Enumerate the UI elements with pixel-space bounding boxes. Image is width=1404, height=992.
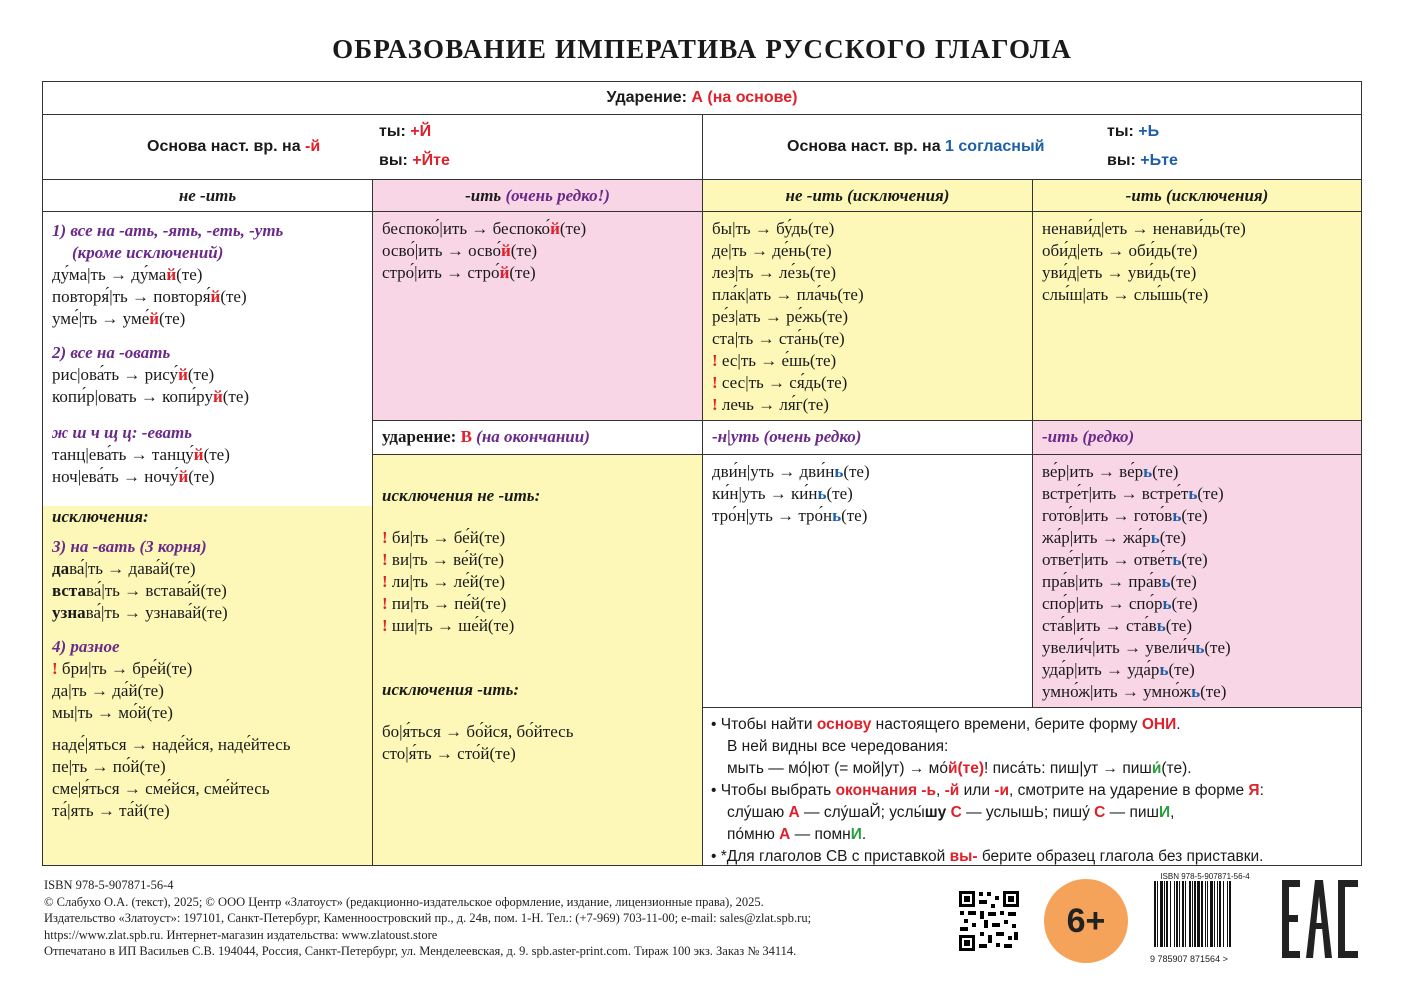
verb-stem: ду́ма|ть → ду́ма <box>52 265 167 284</box>
list-item <box>52 286 367 308</box>
ending-highlight: й <box>210 287 221 306</box>
col1-s5-list <box>52 658 367 724</box>
barcode-bar <box>1192 881 1193 947</box>
col2-list <box>382 218 586 284</box>
ending-highlight: ь <box>1188 484 1198 503</box>
verb-stem: осво́|ить → осво́ <box>382 241 501 260</box>
verb-suffix: (те) <box>826 484 853 503</box>
barcode-bar <box>1157 881 1158 947</box>
col1-s1-sub: (кроме исключений) <box>72 243 224 262</box>
verb-form: та́|ять → та́й(те) <box>52 801 170 820</box>
col2-exc2-head: исключения -ить: <box>382 680 520 699</box>
verb-stem: уда́р|ить → уда́р <box>1042 660 1160 679</box>
page-title: ОБРАЗОВАНИЕ ИМПЕРАТИВА РУССКОГО ГЛАГОЛА <box>332 34 1072 64</box>
verb-suffix: (те) <box>841 506 868 525</box>
col1-s1-head: 1) все на -ать, -ять, -еть, -уть <box>52 221 284 240</box>
footer-line: ISBN 978-5-907871-56-4 <box>44 878 174 892</box>
verb-stem: дви́н|уть → дви́н <box>712 462 835 481</box>
barcode-bar <box>1229 881 1231 947</box>
verb-stem: умно́ж|ить → умно́ж <box>1042 682 1192 701</box>
ending-highlight: й <box>550 219 560 238</box>
verb-suffix: (те) <box>159 309 186 328</box>
col2-top <box>372 211 703 421</box>
note-7: • *Для глаголов СВ с приставкой вы- берите образец глагола без приставки. <box>711 848 1264 865</box>
left-ty-label: ты: <box>379 123 411 140</box>
note-1: • Чтобы найти основу настоящего времени, берите форму ОНИ. <box>711 716 1181 733</box>
barcode-bar <box>1207 881 1208 947</box>
list-item <box>52 680 367 702</box>
list-item <box>382 218 586 240</box>
barcode-bar <box>1217 881 1218 947</box>
barcode-bar <box>1182 881 1184 947</box>
list-item <box>1042 549 1231 571</box>
footer-line: https://www.zlat.spb.ru. Интернет-магазин издательства: www.zlatoust.store <box>44 927 438 942</box>
list-item <box>712 394 864 416</box>
exclamation-mark: ! <box>712 351 722 370</box>
ending-highlight: ь <box>1150 528 1160 547</box>
list-item <box>1042 240 1246 262</box>
ending-highlight: ь <box>1172 550 1182 569</box>
verb-suffix: (те) <box>1200 682 1227 701</box>
list-item <box>712 350 864 372</box>
ending-highlight: й <box>178 365 188 384</box>
col3-nut-list <box>712 461 870 527</box>
footer-line: Издательство «Златоуст»: 197101, Санкт-Петербург, Каменноостровский пр., д. 24в, пом. 1-Н. Тел.: (+7-969) 703-11-00; e-mail: sales@zlat.spb.ru; <box>44 911 812 925</box>
verb-form: ва́|ть → встава́й(те) <box>86 581 227 600</box>
verb-stem: увели́ч|ить → увели́ч <box>1042 638 1196 657</box>
right-vy-label: вы: <box>1107 152 1141 169</box>
barcode-number: 9 785907 871564 > <box>1150 954 1228 964</box>
verb-stem: повторя́|ть → повторя́ <box>52 287 211 306</box>
exclamation-mark: ! <box>382 550 392 569</box>
list-item <box>1042 571 1231 593</box>
exclamation-mark: ! <box>382 572 392 591</box>
right-vy-form: +Ьте <box>1140 152 1178 169</box>
left-group-header <box>42 114 703 180</box>
barcode-bar <box>1205 881 1206 947</box>
note-2: В ней видны все чередования: <box>727 738 949 755</box>
right-group-header <box>702 114 1362 180</box>
list-item <box>1042 284 1246 306</box>
list-item: лез|ть → ле́зь(те) <box>712 263 837 282</box>
verb-suffix: (те) <box>1168 660 1195 679</box>
verb-form: би|ть → бе́й(те) <box>391 528 506 547</box>
list-item <box>1042 659 1231 681</box>
barcode-bar <box>1164 881 1165 947</box>
list-item <box>382 593 697 615</box>
verb-stem: отве́т|ить → отве́т <box>1042 550 1173 569</box>
col1-exc-label: исключения: <box>52 507 149 526</box>
verb-suffix: (те) <box>1197 484 1224 503</box>
verb-stem: ста́в|ить → ста́в <box>1042 616 1157 635</box>
ending-highlight: й <box>499 263 510 282</box>
verb-stem: копи́р|овать → копи́ру <box>52 387 213 406</box>
list-item <box>1042 218 1246 240</box>
barcode-bar <box>1214 881 1215 947</box>
list-item: ста|ть → ста́нь(те) <box>712 329 845 348</box>
col3-top <box>702 211 1033 421</box>
stress-b-label: ударение: <box>382 427 461 446</box>
verb-suffix: (те) <box>1171 594 1198 613</box>
left-vy-label: вы: <box>379 152 413 169</box>
exclamation-mark: ! <box>52 659 62 678</box>
col3-header-text: не -ить (исключения) <box>785 185 950 205</box>
verb-stem: стро́|ить → стро́ <box>382 263 500 282</box>
barcode-bar <box>1210 881 1213 947</box>
left-group-ending: -й <box>305 138 321 155</box>
verb-form: да|ть → да́й(те) <box>52 681 164 700</box>
col1-s4-list <box>52 558 367 624</box>
notes-box <box>702 707 1362 866</box>
right-group-ending: 1 согласный <box>945 138 1045 155</box>
verb-stem: спо́р|ить → спо́р <box>1042 594 1163 613</box>
list-item <box>52 466 367 488</box>
ending-highlight: ь <box>1191 682 1201 701</box>
verb-suffix: (те) <box>1159 528 1187 547</box>
verb-form: ненави́д|еть → ненави́дь(те) <box>1042 219 1246 238</box>
verb-form: наде́|яться → наде́йся, наде́йтесь <box>52 735 291 754</box>
col2-header-text: -ить <box>465 185 502 205</box>
list-item <box>52 602 367 624</box>
list-item <box>52 264 367 286</box>
list-item <box>52 702 367 724</box>
right-ty-label: ты: <box>1107 123 1139 140</box>
list-item: ре́з|ать → ре́жь(те) <box>712 307 848 326</box>
stress-b-value-note: (на окончании) <box>471 427 590 446</box>
col1-s3-list <box>52 444 367 488</box>
stress-b-value-letter: В <box>460 427 472 446</box>
verb-form: ви|ть → ве́й(те) <box>391 550 504 569</box>
stress-a-label: Ударение: <box>606 89 687 106</box>
verb-root: да <box>52 559 70 578</box>
list-item <box>52 558 367 580</box>
note-5: слу́шаю А — слу́шаЙ; услы́шу С — услышЬ; пишу́ С — пишИ, <box>727 804 1175 821</box>
list-item <box>382 721 697 743</box>
verb-suffix: (те) <box>1152 462 1179 481</box>
verb-suffix: (те) <box>843 462 870 481</box>
barcode-bar <box>1185 881 1186 947</box>
verb-suffix: (те) <box>1170 572 1197 591</box>
ending-highlight: ь <box>832 506 842 525</box>
list-item <box>382 549 697 571</box>
list-item <box>712 483 870 505</box>
exclamation-mark: ! <box>712 395 722 414</box>
ending-highlight: й <box>500 241 511 260</box>
verb-suffix: (те) <box>1181 506 1208 525</box>
verb-form: ес|ть → е́шь(те) <box>721 351 837 370</box>
verb-form: лечь → ля́г(те) <box>721 395 829 414</box>
list-item <box>382 571 697 593</box>
verb-form: сме|я́ться → сме́йся, сме́йтесь <box>52 779 270 798</box>
col2-header <box>372 179 703 212</box>
list-item <box>382 527 697 549</box>
list-item <box>52 386 367 408</box>
ending-highlight: ь <box>1195 638 1205 657</box>
verb-stem: встре́т|ить → встре́т <box>1042 484 1189 503</box>
verb-stem: гото́в|ить → гото́в <box>1042 506 1173 525</box>
list-item <box>52 800 367 822</box>
verb-root: вста <box>52 581 86 600</box>
verb-form: сто|я́ть → сто́й(те) <box>382 744 516 763</box>
barcode <box>1150 872 1260 964</box>
col2-exc1-head: исключения не -ить: <box>382 486 541 505</box>
ending-highlight: ь <box>1143 462 1153 481</box>
verb-stem: пра́в|ить → пра́в <box>1042 572 1162 591</box>
barcode-bar <box>1223 881 1224 947</box>
list-item <box>52 444 367 466</box>
verb-suffix: (те) <box>510 241 538 260</box>
list-item <box>1042 483 1231 505</box>
barcode-bar <box>1166 881 1168 947</box>
col1-s3-head: ж ш ч щ ц: -евать <box>52 423 192 442</box>
note-4: • Чтобы выбрать окончания -ь, -й или -и, смотрите на ударение в форме Я: <box>711 782 1264 799</box>
ending-highlight: ь <box>1172 506 1182 525</box>
eac-mark <box>1280 878 1360 960</box>
verb-suffix: (те) <box>222 387 250 406</box>
ending-highlight: ь <box>1156 616 1166 635</box>
exclamation-mark: ! <box>382 594 392 613</box>
col1-header-text: не -ить <box>178 185 237 205</box>
verb-suffix: (те) <box>1204 638 1231 657</box>
verb-form: сес|ть → ся́дь(те) <box>721 373 848 392</box>
ending-highlight: й <box>149 309 160 328</box>
verb-stem: ноч|ева́ть → ночу́ <box>52 467 179 486</box>
col1-s6-list <box>52 734 367 822</box>
barcode-bar <box>1219 881 1221 947</box>
list-item <box>382 743 697 765</box>
col3-bottom <box>702 454 1033 708</box>
verb-stem: беспоко́|ить → беспоко́ <box>382 219 551 238</box>
exclamation-mark: ! <box>712 373 722 392</box>
list-item <box>382 615 697 637</box>
verb-form: ва́|ть → дава́й(те) <box>69 559 196 578</box>
col3-header <box>702 179 1033 212</box>
ending-highlight: ь <box>1159 660 1169 679</box>
col2-exc2-list <box>382 721 697 765</box>
col4-list <box>1042 218 1246 306</box>
verb-form: слы́ш|ать → слы́шь(те) <box>1042 285 1209 304</box>
barcode-bar <box>1197 881 1200 947</box>
col1-s5-head: 4) разное <box>52 637 120 656</box>
list-item <box>52 658 367 680</box>
barcode-bar <box>1154 881 1156 947</box>
list-item: бы|ть → бу́дь(те) <box>712 219 835 238</box>
list-item <box>1042 461 1231 483</box>
ending-highlight: ь <box>1162 594 1172 613</box>
note-3: мыть — мо́|ют (= мой|ут) → мо́й(те)! писа́ть: пиш|ут → пиши́(те). <box>727 760 1192 777</box>
verb-suffix: (те) <box>1181 550 1208 569</box>
verb-root: узна <box>52 603 86 622</box>
barcode-bar <box>1179 881 1180 947</box>
col1-body <box>42 211 373 866</box>
verb-suffix: (те) <box>176 265 203 284</box>
verb-form: оби́д|еть → оби́дь(те) <box>1042 241 1198 260</box>
verb-suffix: (те) <box>559 219 587 238</box>
col1-s4-head: 3) на -вать (3 корня) <box>52 537 207 556</box>
exclamation-mark: ! <box>382 528 392 547</box>
verb-suffix: (те) <box>187 365 215 384</box>
verb-form: ли|ть → ле́й(те) <box>391 572 506 591</box>
col4-it-list <box>1042 461 1231 703</box>
ending-highlight: й <box>212 387 223 406</box>
col4-header-text: -ить (исключения) <box>1125 185 1269 205</box>
barcode-bars <box>1152 881 1258 949</box>
verb-suffix: (те) <box>220 287 247 306</box>
col1-s2-list <box>52 364 367 408</box>
col4-bottom <box>1032 454 1362 708</box>
barcode-bar <box>1174 881 1175 947</box>
list-item <box>1042 615 1231 637</box>
footer-line: Отпечатано в ИП Васильев С.В. 194044, Россия, Санкт-Петербург, ул. Менделеевская, д. 9. spb.aster-print.com. Тираж 100 экз. Заказ № 34114. <box>44 944 797 958</box>
list-item <box>52 734 367 756</box>
verb-form: пи|ть → пе́й(те) <box>391 594 507 613</box>
verb-suffix: (те) <box>188 467 215 486</box>
col1-s2-head: 2) все на -овать <box>52 343 171 362</box>
footer-line: © Слабухо О.А. (текст), 2025; © ООО Центр «Златоуст» (редакционно-издательское оформление, издание, лицензионные права), 2025. <box>44 894 764 909</box>
barcode-bar <box>1170 881 1171 947</box>
barcode-bar <box>1201 881 1203 947</box>
ending-highlight: ь <box>834 462 844 481</box>
list-item <box>382 262 586 284</box>
barcode-bar <box>1160 881 1163 947</box>
ending-highlight: ь <box>1161 572 1171 591</box>
list-item <box>1042 505 1231 527</box>
list-item <box>52 308 367 330</box>
verb-form: уви́д|еть → уви́дь(те) <box>1042 263 1197 282</box>
barcode-bar <box>1189 881 1191 947</box>
stress-b-header <box>372 420 703 455</box>
left-vy-form: +Йте <box>412 152 450 169</box>
list-item <box>712 505 870 527</box>
nut-header <box>702 420 1033 455</box>
list-item <box>52 580 367 602</box>
ending-highlight: й <box>193 445 204 464</box>
col2-header-note: (очень редко!) <box>505 185 610 205</box>
left-ty-form: +Й <box>410 123 432 140</box>
col1-s1-list <box>52 264 367 330</box>
verb-stem: рис|ова́ть → рису́ <box>52 365 179 384</box>
list-item <box>1042 637 1231 659</box>
list-item <box>712 461 870 483</box>
right-group-label: Основа наст. вр. на <box>787 138 946 155</box>
col2-bottom <box>372 454 703 866</box>
list-item <box>382 240 586 262</box>
ending-highlight: й <box>166 265 177 284</box>
nut-header-text: -н|уть (очень редко) <box>712 427 862 446</box>
verb-stem: ве́р|ить → ве́р <box>1042 462 1144 481</box>
list-item <box>712 372 864 394</box>
barcode-bar <box>1194 881 1196 947</box>
verb-form: бо|я́ться → бо́йся, бо́йтесь <box>382 722 574 741</box>
verb-stem: танц|ева́ть → танцу́ <box>52 445 194 464</box>
verb-stem: тро́н|уть → тро́н <box>712 506 833 525</box>
list-item <box>52 778 367 800</box>
verb-form: ва́|ть → узнава́й(те) <box>85 603 228 622</box>
verb-suffix: (те) <box>203 445 230 464</box>
verb-suffix: (те) <box>1165 616 1192 635</box>
list-item <box>1042 593 1231 615</box>
list-item <box>52 364 367 386</box>
eac-mark-graphic <box>1280 878 1360 960</box>
verb-stem: жа́р|ить → жа́р <box>1042 528 1151 547</box>
col1-header <box>42 179 373 212</box>
note-6: по́мню А — помнИ. <box>727 826 867 843</box>
it-rare-header <box>1032 420 1362 455</box>
exclamation-mark: ! <box>382 616 392 635</box>
verb-form: пе|ть → по́й(те) <box>52 757 166 776</box>
list-item: де|ть → де́нь(те) <box>712 241 832 260</box>
list-item: пла́к|ать → пла́чь(те) <box>712 285 864 304</box>
col3-list <box>712 218 864 416</box>
age-rating-text: 6+ <box>1066 901 1106 940</box>
verb-form: ши|ть → ше́й(те) <box>391 616 515 635</box>
qr-code <box>958 890 1020 952</box>
ending-highlight: ь <box>817 484 827 503</box>
col2-exc1-list <box>382 527 697 637</box>
ending-highlight: й <box>178 467 189 486</box>
left-group-label: Основа наст. вр. на <box>147 138 306 155</box>
barcode-isbn: ISBN 978-5-907871-56-4 <box>1160 872 1250 881</box>
col4-top <box>1032 211 1362 421</box>
verb-stem: уме́|ть → уме́ <box>52 309 150 328</box>
list-item <box>1042 527 1231 549</box>
verb-form: мы|ть → мо́й(те) <box>52 703 173 722</box>
qr-code-graphic <box>958 890 1020 952</box>
stress-a-value: А (на основе) <box>691 89 798 106</box>
list-item <box>52 756 367 778</box>
verb-stem: ки́н|уть → ки́н <box>712 484 818 503</box>
right-ty-form: +Ь <box>1138 123 1160 140</box>
barcode-bar <box>1176 881 1178 947</box>
list-item <box>1042 262 1246 284</box>
col4-header <box>1032 179 1362 212</box>
verb-form: бри|ть → бре́й(те) <box>61 659 193 678</box>
verb-suffix: (те) <box>509 263 536 282</box>
age-rating-badge <box>1044 879 1128 963</box>
list-item <box>1042 681 1231 703</box>
it-rare-header-text: -ить (редко) <box>1042 427 1135 446</box>
footer-imprint <box>44 877 811 960</box>
barcode-bar <box>1227 881 1228 947</box>
stress-a-row <box>42 81 1362 115</box>
